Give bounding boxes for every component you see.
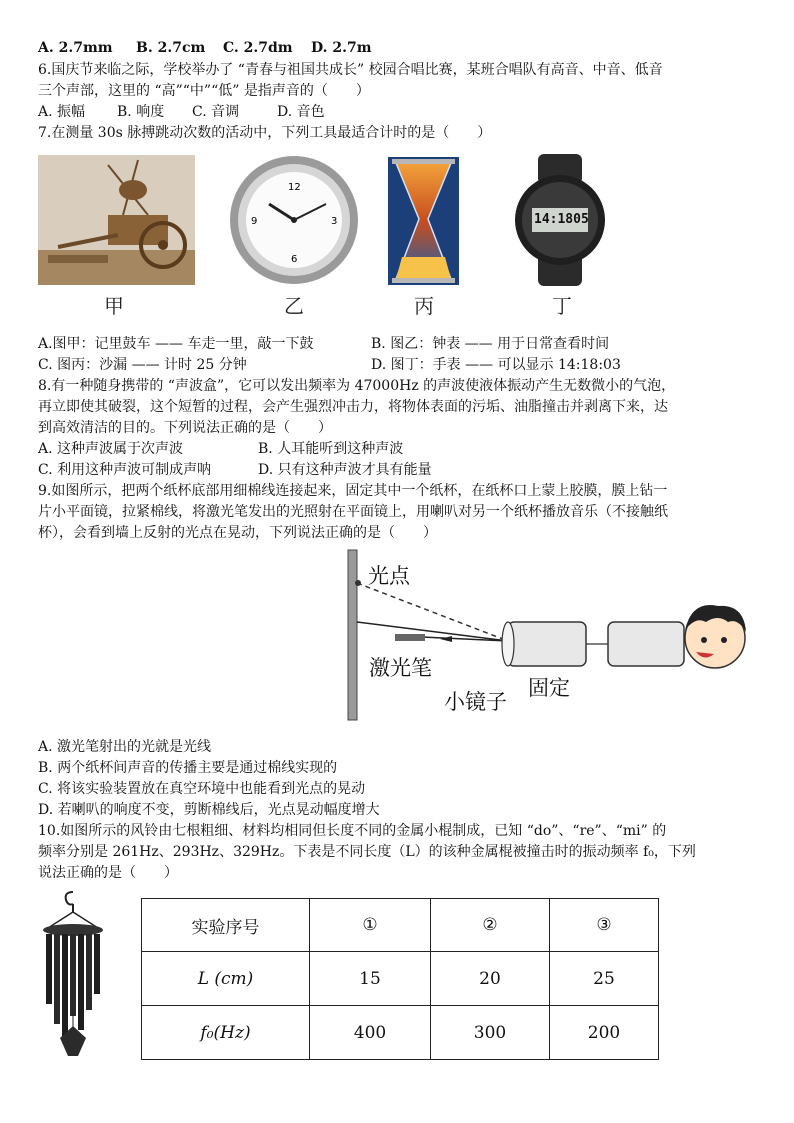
caption-ding: 丁 (552, 294, 572, 318)
q10-stem-line3: 说法正确的是（ ） (38, 865, 178, 881)
q6-stem-line1: 6.国庆节来临之际，学校举办了 “青春与祖国共成长” 校园合唱比赛，某班合唱队有高音、中音、低音 (38, 62, 663, 78)
q6-option-c: C. 音调 (192, 104, 240, 120)
table-row (142, 1006, 659, 1060)
q8-stem-line3: 到高效清洁的目的。下列说法正确的是（ ） (38, 420, 332, 436)
q9-option-c: C. 将该实验装置放在真空环境中也能看到光点的晃动 (38, 781, 366, 797)
table-cell: L (cm) (142, 952, 310, 1006)
clock-image (221, 154, 367, 286)
label-small-mirror: 小镜子 (444, 690, 507, 714)
caption-yi: 乙 (284, 294, 304, 318)
q6-option-d: D. 音色 (277, 104, 325, 120)
table-cell: 15 (310, 952, 431, 1006)
q9-stem-line1: 9.如图所示，把两个纸杯底部用细棉线连接起来，固定其中一个纸杯，在纸杯口上蒙上胶膜，膜上钻一 (38, 483, 668, 499)
q5-option-d: D. 2.7m (311, 40, 372, 56)
watch-display: 14:1805 (534, 212, 589, 227)
q8-stem-line1: 8.有一种随身携带的 “声波盒”，它可以发出频率为 47000Hz 的声波使液体振动产生无数微小的气泡， (38, 378, 676, 394)
q8-option-d: D. 只有这种声波才具有能量 (258, 462, 432, 478)
table-cell: 300 (431, 1006, 550, 1060)
table-header-cell: ① (310, 899, 431, 952)
caption-jia: 甲 (104, 294, 124, 318)
hourglass-image (388, 157, 459, 285)
label-light-spot: 光点 (368, 564, 410, 588)
table-header-cell: 实验序号 (142, 899, 310, 952)
svg-text:6: 6 (291, 254, 298, 265)
label-laser-pen: 激光笔 (369, 656, 432, 680)
q7-option-a: A.图甲：记里鼓车 —— 车走一里，敲一下鼓 (38, 336, 314, 352)
q7-stem: 7.在测量 30s 脉搏跳动次数的活动中，下列工具最适合计时的是（ ） (38, 125, 492, 141)
q7-option-b: B. 图乙：钟表 —— 用于日常查看时间 (371, 336, 610, 352)
q9-stem-line2: 片小平面镜，拉紧棉线，将激光笔发出的光照射在平面镜上，用喇叭对另一个纸杯播放音乐（不接触纸 (38, 504, 668, 520)
svg-text:12: 12 (288, 182, 301, 193)
svg-text:3: 3 (331, 216, 338, 227)
q5-option-b: B. 2.7cm (136, 40, 206, 56)
q9-stem-line3: 杯），会看到墙上反射的光点在晃动，下列说法正确的是（ ） (38, 525, 437, 541)
q5-options (38, 38, 372, 58)
q8-option-b: B. 人耳能听到这种声波 (258, 441, 404, 457)
table-cell: 400 (310, 1006, 431, 1060)
q6-option-a: A. 振幅 (38, 104, 86, 120)
q7-option-c: C. 图丙：沙漏 —— 计时 25 分钟 (38, 357, 247, 373)
table-header-cell: ② (431, 899, 550, 952)
q5-option-a: A. 2.7mm (38, 40, 113, 56)
table-header-cell: ③ (550, 899, 659, 952)
q10-stem-line2: 频率分别是 261Hz、293Hz、329Hz。下表是不同长度（L）的该种金属棍被撞击时的振动频率 f₀，下列 (38, 844, 696, 860)
q6-options (38, 102, 325, 122)
drum-cart-image (38, 155, 195, 285)
q5-option-c: C. 2.7dm (223, 40, 293, 56)
q8-stem-line2: 再立即使其破裂，这个短暂的过程，会产生强烈冲击力，将物体表面的污垢、油脂撞击并剥离下来，达 (38, 399, 668, 415)
table-cell: 200 (550, 1006, 659, 1060)
q7-option-d: D. 图丁：手表 —— 可以显示 14:18:03 (371, 357, 621, 373)
wind-chime-image (38, 890, 108, 1060)
q8-option-c: C. 利用这种声波可制成声呐 (38, 462, 212, 478)
caption-bing: 丙 (414, 294, 434, 318)
q9-option-a: A. 激光笔射出的光就是光线 (38, 739, 212, 755)
svg-text:9: 9 (251, 216, 258, 227)
frequency-table (141, 898, 659, 1060)
q6-stem-line2: 三个声部，这里的 “高”“中”“低” 是指声音的（ ） (38, 83, 370, 99)
q8-option-a: A. 这种声波属于次声波 (38, 441, 184, 457)
table-cell: f₀(Hz) (142, 1006, 310, 1060)
q10-stem-line1: 10.如图所示的风铃由七根粗细、材料均相同但长度不同的金属小棍制成，已知 “do”、“re”、“mi” 的 (38, 823, 667, 839)
q6-option-b: B. 响度 (117, 104, 165, 120)
label-fixed: 固定 (528, 676, 570, 700)
table-header-row (142, 899, 659, 952)
table-row (142, 952, 659, 1006)
table-cell: 25 (550, 952, 659, 1006)
q9-option-b: B. 两个纸杯间声音的传播主要是通过棉线实现的 (38, 760, 338, 776)
q9-option-d: D. 若喇叭的响度不变，剪断棉线后，光点晃动幅度增大 (38, 802, 380, 818)
table-cell: 20 (431, 952, 550, 1006)
